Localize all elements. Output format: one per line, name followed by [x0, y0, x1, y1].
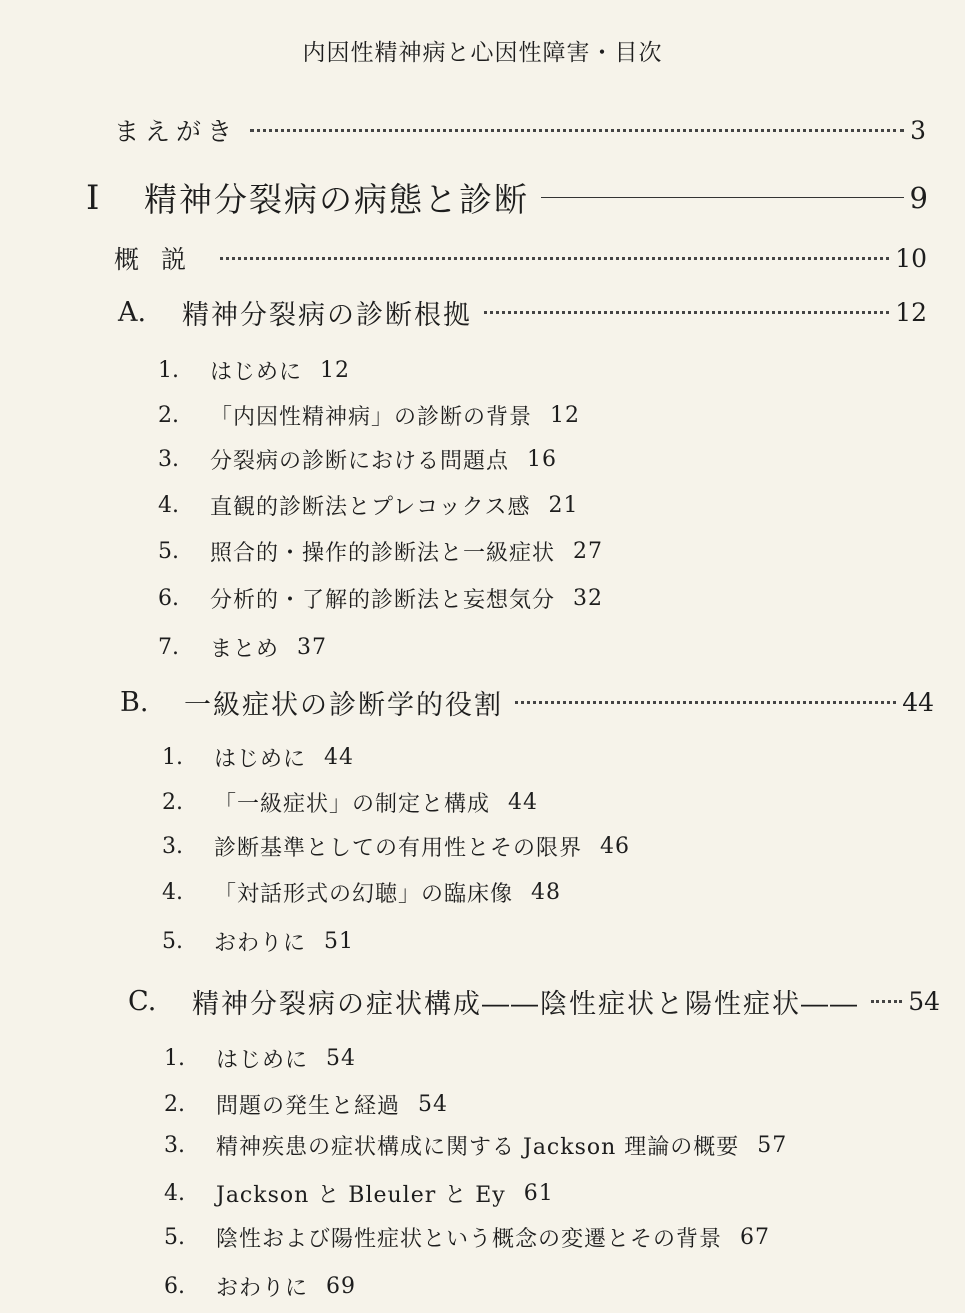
section-page: 16 [527, 447, 558, 472]
dot-leader [515, 701, 896, 704]
toc-entry-chapter-c[interactable] [128, 982, 940, 1021]
section-number: 7. [158, 635, 179, 660]
toc-entry-title: 精神分裂病の病態と診断 [144, 180, 529, 219]
toc-entry-section[interactable] [162, 742, 354, 773]
section-title: 「対話形式の幻聴」の臨床像 [214, 882, 514, 907]
toc-entry-page: 12 [895, 298, 927, 327]
section-title: はじめに [214, 747, 307, 772]
dot-leader [871, 1000, 902, 1003]
section-page: 44 [508, 790, 539, 815]
toc-entry-preface[interactable] [114, 112, 926, 148]
toc-entry-section[interactable] [162, 877, 561, 908]
section-page: 21 [548, 493, 579, 518]
section-page: 67 [740, 1225, 771, 1250]
section-number: 2. [162, 790, 183, 815]
toc-entry-page: 3 [910, 115, 926, 145]
toc-entry-title: 精神分裂病の症状構成――陰性症状と陽性症状―― [192, 989, 859, 1020]
section-title: おわりに [216, 1276, 309, 1301]
section-number: 4. [162, 880, 183, 905]
toc-entry-section[interactable] [164, 1222, 770, 1253]
section-title: はじめに [216, 1048, 309, 1073]
chapter-letter: A. [118, 297, 147, 328]
toc-entry-section[interactable] [164, 1178, 554, 1209]
toc-entry-section[interactable] [164, 1271, 356, 1302]
section-page: 57 [757, 1133, 788, 1158]
section-number: 4. [164, 1181, 185, 1206]
section-page: 32 [573, 586, 604, 611]
section-number: 5. [162, 929, 183, 954]
toc-entry-chapter-a[interactable] [118, 293, 927, 332]
section-title: 直観的診断法とプレコックス感 [210, 495, 531, 520]
section-title: 陰性および陽性症状という概念の変遷とその背景 [216, 1227, 723, 1252]
part-numeral: I [86, 177, 102, 218]
toc-entry-page: 9 [909, 180, 928, 215]
section-title: 問題の発生と経過 [216, 1094, 401, 1119]
section-page: 44 [324, 745, 355, 770]
toc-entry-section[interactable] [158, 444, 557, 475]
dot-leader [484, 311, 889, 314]
toc-entry-section[interactable] [164, 1089, 448, 1120]
toc-entry-section[interactable] [164, 1130, 787, 1161]
section-number: 1. [158, 358, 179, 383]
dot-leader [220, 257, 889, 260]
section-title: はじめに [210, 360, 303, 385]
section-page: 12 [550, 403, 581, 428]
toc-entry-section[interactable] [158, 400, 580, 431]
toc-entry-chapter-b[interactable] [120, 683, 934, 722]
section-page: 69 [326, 1274, 357, 1299]
section-number: 1. [164, 1046, 185, 1071]
toc-entry-title: 概説 [114, 245, 209, 274]
toc-entry-section[interactable] [162, 787, 538, 818]
page-header-title: 内因性精神病と心因性障害・目次 [302, 40, 663, 66]
section-number: 3. [164, 1133, 185, 1158]
section-page: 48 [531, 880, 562, 905]
section-number: 2. [158, 403, 179, 428]
toc-entry-section[interactable] [158, 355, 350, 386]
toc-entry-title: 一級症状の診断学的役割 [184, 690, 503, 721]
toc-entry-title: 精神分裂病の診断根拠 [182, 300, 472, 331]
section-number: 5. [164, 1225, 185, 1250]
section-number: 6. [158, 586, 179, 611]
section-title: 分裂病の診断における問題点 [210, 449, 510, 474]
section-number: 3. [162, 834, 183, 859]
dot-leader [250, 129, 904, 132]
section-number: 1. [162, 745, 183, 770]
section-title: 「一級症状」の制定と構成 [214, 792, 491, 817]
line-leader [541, 197, 904, 198]
section-page: 37 [297, 635, 328, 660]
toc-entry-section[interactable] [158, 632, 327, 663]
section-page: 12 [320, 358, 351, 383]
toc-entry-page: 10 [895, 243, 927, 273]
toc-entry-section[interactable] [158, 536, 603, 567]
toc-entry-page: 44 [902, 688, 934, 717]
toc-entry-section[interactable] [164, 1043, 356, 1074]
section-page: 27 [573, 539, 604, 564]
toc-entry-part[interactable] [86, 174, 928, 221]
chapter-letter: B. [120, 687, 149, 718]
section-title: まとめ [210, 637, 280, 662]
chapter-letter: C. [128, 986, 157, 1017]
section-page: 54 [326, 1046, 357, 1071]
section-title: 照合的・操作的診断法と一級症状 [210, 541, 556, 566]
section-title: おわりに [214, 931, 307, 956]
section-title: 診断基準としての有用性とその限界 [214, 836, 583, 861]
section-page: 54 [418, 1092, 449, 1117]
section-title: Jackson と Bleuler と Ey [216, 1183, 506, 1208]
toc-entry-section[interactable] [162, 831, 630, 862]
section-number: 3. [158, 447, 179, 472]
toc-entry-section[interactable] [158, 490, 578, 521]
section-title: 精神疾患の症状構成に関する Jackson 理論の概要 [216, 1135, 740, 1160]
toc-entry-page: 54 [908, 987, 940, 1016]
section-title: 「内因性精神病」の診断の背景 [210, 405, 533, 430]
section-page: 61 [523, 1181, 554, 1206]
toc-entry-title: まえがき [114, 117, 239, 146]
section-number: 2. [164, 1092, 185, 1117]
section-page: 46 [600, 834, 631, 859]
section-number: 5. [158, 539, 179, 564]
toc-entry-section[interactable] [162, 926, 354, 957]
toc-entry-section[interactable] [158, 583, 603, 614]
section-page: 51 [324, 929, 355, 954]
section-number: 4. [158, 493, 179, 518]
section-title: 分析的・了解的診断法と妄想気分 [210, 588, 556, 613]
section-number: 6. [164, 1274, 185, 1299]
toc-entry-overview[interactable] [114, 240, 927, 276]
